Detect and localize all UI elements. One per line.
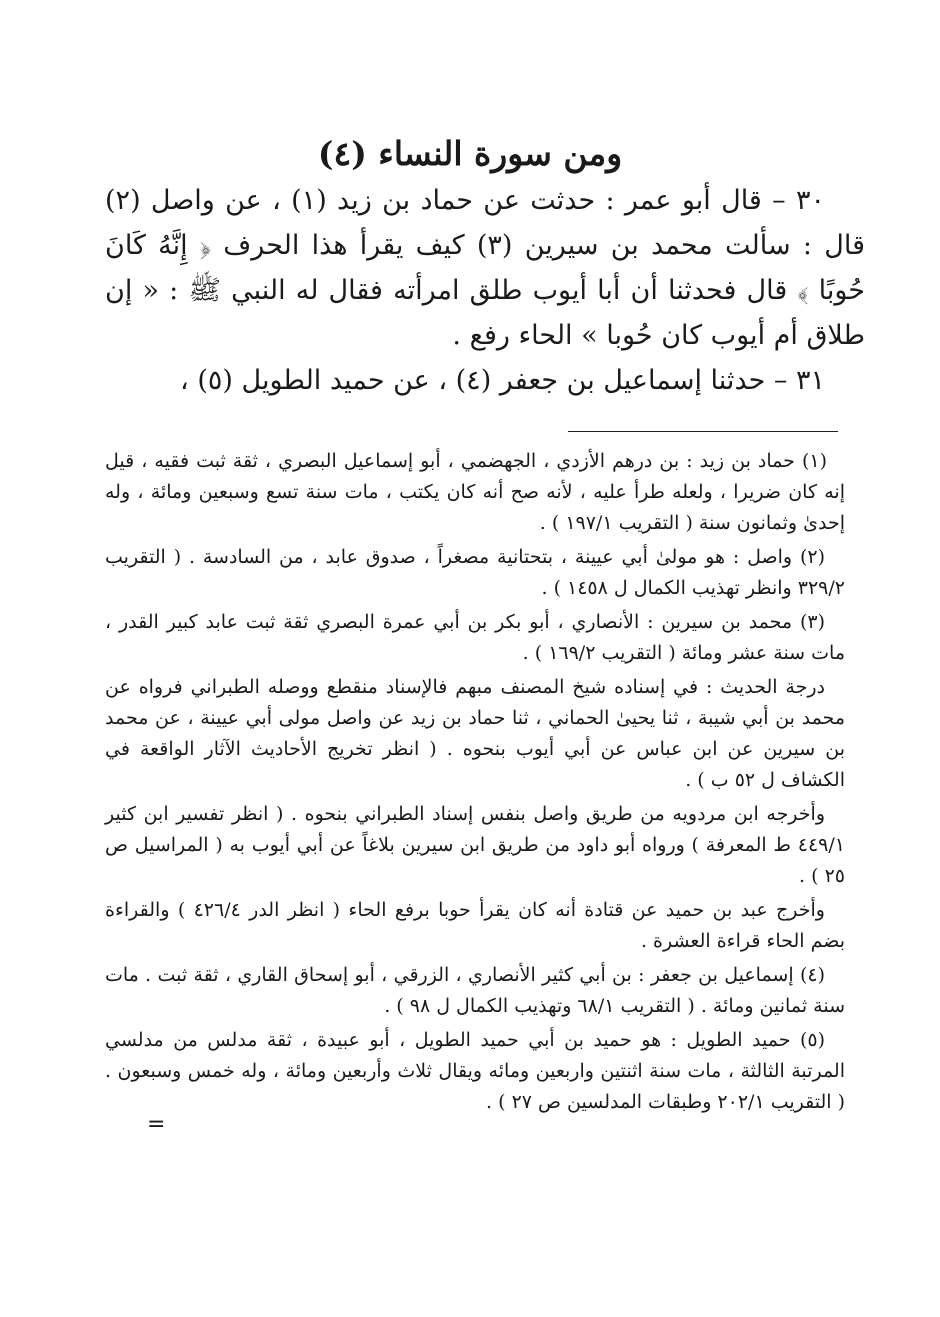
hadith-grade-note: درجة الحديث : في إسناده شيخ المصنف مبهم فالإسناد منقطع ووصله الطبراني فرواه عن محمد بن أبي شيبة ، ثنا يحيىٰ الحماني ، ثنا حماد بن زيد عن واصل مولى أبي عيينة ، عن محمد بن سيرين عن ابن عباس عن أبي أيوب بنحوه . ( انظر تخريج الأحاديث الآثار الواقعة في الكشاف ل ٥٢ ب ) . <box>105 676 845 791</box>
chapter-heading: ومن سورة النساء (٤) <box>317 134 623 173</box>
footnote-5: (٥) حميد الطويل : هو حميد بن أبي حميد الطويل ، أبو عبيدة ، ثقة مدلس من مدلسي المرتبة الثالثة ، مات سنة اثنتين واربعين ومائه ويقال ثلاث وأربعين ومائة ، وله خمس وسبعون . ( التقريب ٢٠٢/١ وطبقات المدلسين ص ٢٧ ) . <box>105 1029 845 1113</box>
continuation-mark: = <box>147 1112 166 1137</box>
footnote-1: (١) حماد بن زيد : بن درهم الأزدي ، الجهضمي ، أبو إسماعيل البصري ، ثقة ثبت فقيه ، قيل إنه كان ضريرا ، ولعله طرأ عليه ، لأنه صح أنه كان يكتب ، مات سنة تسع وسبعين ومائة ، وله إحدىٰ وثمانون سنة ( التقريب ١٩٧/١ ) . <box>105 450 845 534</box>
main-text <box>105 178 865 403</box>
footnote-divider <box>568 431 838 432</box>
footnote-4: (٤) إسماعيل بن جعفر : بن أبي كثير الأنصاري ، الزرقي ، أبو إسحاق القاري ، ثقة ثبت . مات سنة ثمانين ومائة . ( التقريب ٦٨/١ وتهذيب الكمال ل ٩٨ ) . <box>105 964 845 1017</box>
footnote-3: (٣) محمد بن سيرين : الأنصاري ، أبو بكر بن أبي عمرة البصري ثقة ثبت عابد كبير القدر ، مات سنة عشر ومائة ( التقريب ١٦٩/٢ ) . <box>105 611 845 664</box>
hadith-31: ٣١ – حدثنا إسماعيل بن جعفر (٤) ، عن حميد الطويل (٥) ، <box>180 365 825 396</box>
abd-bin-humaid-note: وأخرج عبد بن حميد عن قتادة أنه كان يقرأ حوبا برفع الحاء ( انظر الدر ٤٢٦/٤ ) والقراءة بضم الحاء قراءة العشرة . <box>105 899 845 952</box>
hadith-30: ٣٠ – قال أبو عمر : حدثت عن حماد بن زيد (١) ، عن واصل (٢) قال : سألت محمد بن سيرين (٣) كيف يقرأ هذا الحرف ﴿ إِنَّهُ كَانَ حُوبًا ﴾ قال فحدثنا أن أبا أيوب طلق امرأته فقال له النبي ﷺ : « إن طلاق أم أيوب كان حُوبا » الحاء رفع . <box>105 185 865 351</box>
footnote-2: (٢) واصل : هو مولىٰ أبي عيينة ، بتحتانية مصغراً ، صدوق عابد ، من السادسة . ( التقريب ٣٢٩/٢ وانظر تهذيب الكمال ل ١٤٥٨ ) . <box>105 546 845 599</box>
ibn-mardawayh-note: وأخرجه ابن مردويه من طريق واصل بنفس إسناد الطبراني بنحوه . ( انظر تفسير ابن كثير ٤٤٩/١ ط المعرفة ) ورواه أبو داود من طريق ابن سيرين بلاغاً عن أبي أيوب به ( المراسيل ص ٢٥ ) . <box>105 803 845 887</box>
footnotes <box>105 446 845 1121</box>
